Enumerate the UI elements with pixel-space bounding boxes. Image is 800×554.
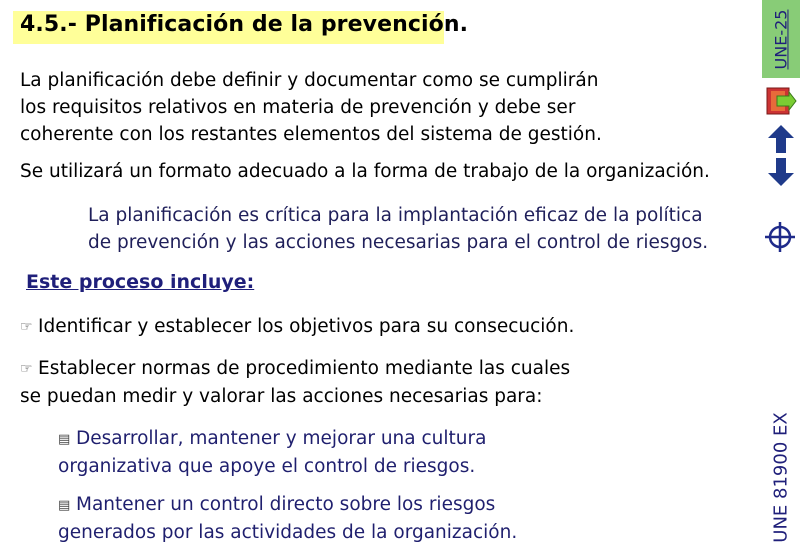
une-81900-label: UNE 81900 EX (770, 412, 792, 543)
une-25-link[interactable] (762, 0, 800, 78)
une-25-label[interactable]: UNE-25 (771, 9, 791, 69)
bullet-text-continued: se puedan medir y valorar las acciones necesarias para: (20, 386, 543, 407)
arrow-down-icon[interactable] (767, 157, 795, 187)
process-subheading: Este proceso incluye: (26, 271, 255, 293)
intro-paragraph (20, 67, 602, 148)
exit-icon[interactable] (765, 86, 797, 118)
pointer-hand-icon: ☞ (20, 361, 33, 377)
sub-bullet-text: Desarrollar, mantener y mejorar una cultura (76, 428, 487, 449)
critical-paragraph (88, 202, 708, 256)
page-title: 4.5.- Planificación de la prevención. (20, 12, 469, 37)
arrow-up-icon[interactable] (767, 124, 795, 154)
format-paragraph: Se utilizará un formato adecuado a la forma de trabajo de la organización. (20, 161, 710, 182)
bullet-text: Establecer normas de procedimiento mediante las cuales (38, 358, 571, 379)
pointer-hand-icon: ☞ (20, 319, 33, 335)
intro-line-3: coherente con los restantes elementos del sistema de gestión. (20, 124, 602, 145)
document-icon: ▤ (58, 432, 71, 447)
une-81900-label-box (762, 405, 800, 550)
bullet-item (20, 313, 574, 341)
bullet-item (20, 355, 570, 410)
crosshair-icon[interactable] (764, 221, 796, 253)
critical-line-2: de prevención y las acciones necesarias para el control de riesgos. (88, 232, 709, 253)
sub-bullet-item (58, 491, 517, 546)
sub-bullet-text-continued: organizativa que apoye el control de riesgos. (58, 456, 476, 477)
bullet-text: Identificar y establecer los objetivos para su consecución. (38, 316, 575, 337)
sub-bullet-item (58, 425, 486, 480)
sub-bullet-text: Mantener un control directo sobre los riesgos (76, 494, 496, 515)
intro-line-1: La planificación debe definir y documentar como se cumplirán (20, 70, 599, 91)
document-icon: ▤ (58, 498, 71, 513)
critical-line-1: La planificación es crítica para la implantación eficaz de la política (88, 205, 703, 226)
intro-line-2: los requisitos relativos en materia de prevención y debe ser (20, 97, 576, 118)
sub-bullet-text-continued: generados por las actividades de la organización. (58, 522, 518, 543)
